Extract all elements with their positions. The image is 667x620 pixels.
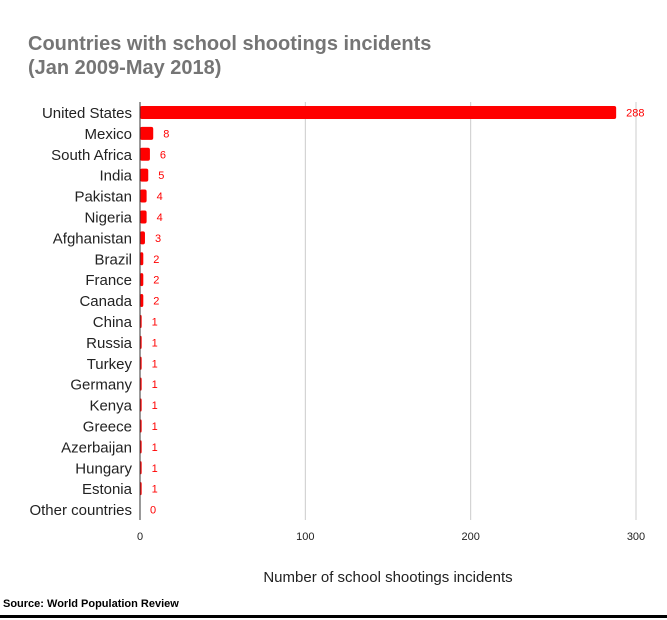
category-labels bbox=[29, 105, 132, 519]
category-label: Canada bbox=[79, 293, 132, 311]
value-label: 1 bbox=[151, 400, 158, 413]
value-label: 2 bbox=[153, 253, 160, 266]
category-label: China bbox=[92, 313, 132, 331]
x-tick-label: 300 bbox=[626, 531, 646, 543]
category-label: Mexico bbox=[84, 125, 132, 143]
value-label: 288 bbox=[626, 107, 645, 120]
category-label: Kenya bbox=[89, 397, 132, 415]
bar bbox=[140, 190, 147, 203]
value-label: 0 bbox=[150, 504, 157, 517]
value-label: 1 bbox=[151, 462, 158, 475]
category-label: Hungary bbox=[75, 460, 132, 478]
category-label: South Africa bbox=[51, 146, 132, 164]
category-label: Turkey bbox=[86, 355, 132, 373]
category-label: Greece bbox=[82, 418, 132, 436]
value-label: 2 bbox=[153, 274, 160, 287]
category-label: Russia bbox=[86, 334, 132, 352]
bar bbox=[140, 210, 147, 223]
value-label: 1 bbox=[151, 379, 158, 392]
category-label: Nigeria bbox=[84, 209, 132, 227]
x-axis-title: Number of school shootings incidents bbox=[263, 569, 513, 586]
bar bbox=[140, 169, 148, 182]
value-label: 1 bbox=[151, 420, 158, 433]
value-label: 1 bbox=[151, 316, 158, 329]
chart-title-line-1: Countries with school shootings incidents bbox=[28, 33, 432, 55]
category-label: Estonia bbox=[81, 481, 132, 499]
bottom-divider bbox=[0, 615, 667, 618]
bar bbox=[140, 106, 616, 119]
value-label: 1 bbox=[151, 483, 158, 496]
category-label: Pakistan bbox=[74, 188, 132, 206]
value-label: 4 bbox=[156, 211, 163, 224]
x-tick-label: 200 bbox=[461, 531, 480, 543]
category-label: Afghanistan bbox=[52, 230, 132, 248]
value-label: 2 bbox=[153, 295, 160, 308]
value-label: 3 bbox=[154, 232, 162, 245]
category-label: Germany bbox=[70, 376, 132, 394]
x-tick-labels bbox=[137, 531, 645, 543]
value-label: 8 bbox=[163, 128, 170, 141]
gridlines bbox=[305, 102, 636, 520]
x-tick-label: 0 bbox=[136, 531, 144, 543]
category-label: India bbox=[99, 167, 132, 185]
value-label: 6 bbox=[159, 149, 167, 162]
bar bbox=[140, 231, 145, 244]
value-label: 5 bbox=[158, 170, 165, 183]
value-label: 4 bbox=[156, 191, 163, 204]
bar bbox=[140, 148, 150, 161]
category-label: United States bbox=[41, 104, 132, 122]
bars bbox=[140, 106, 616, 495]
category-label: Azerbaijan bbox=[61, 439, 132, 457]
category-label: Brazil bbox=[94, 251, 132, 269]
bar bbox=[140, 127, 153, 140]
value-label: 1 bbox=[151, 441, 158, 454]
value-labels bbox=[150, 107, 645, 516]
category-label: France bbox=[85, 272, 132, 290]
category-label: Other countries bbox=[29, 502, 132, 520]
chart-title-line-2: (Jan 2009-May 2018) bbox=[28, 57, 222, 79]
source-note: Source: World Population Review bbox=[3, 598, 179, 610]
x-tick-label: 100 bbox=[296, 531, 315, 543]
value-label: 1 bbox=[151, 337, 158, 350]
value-label: 1 bbox=[151, 358, 158, 371]
